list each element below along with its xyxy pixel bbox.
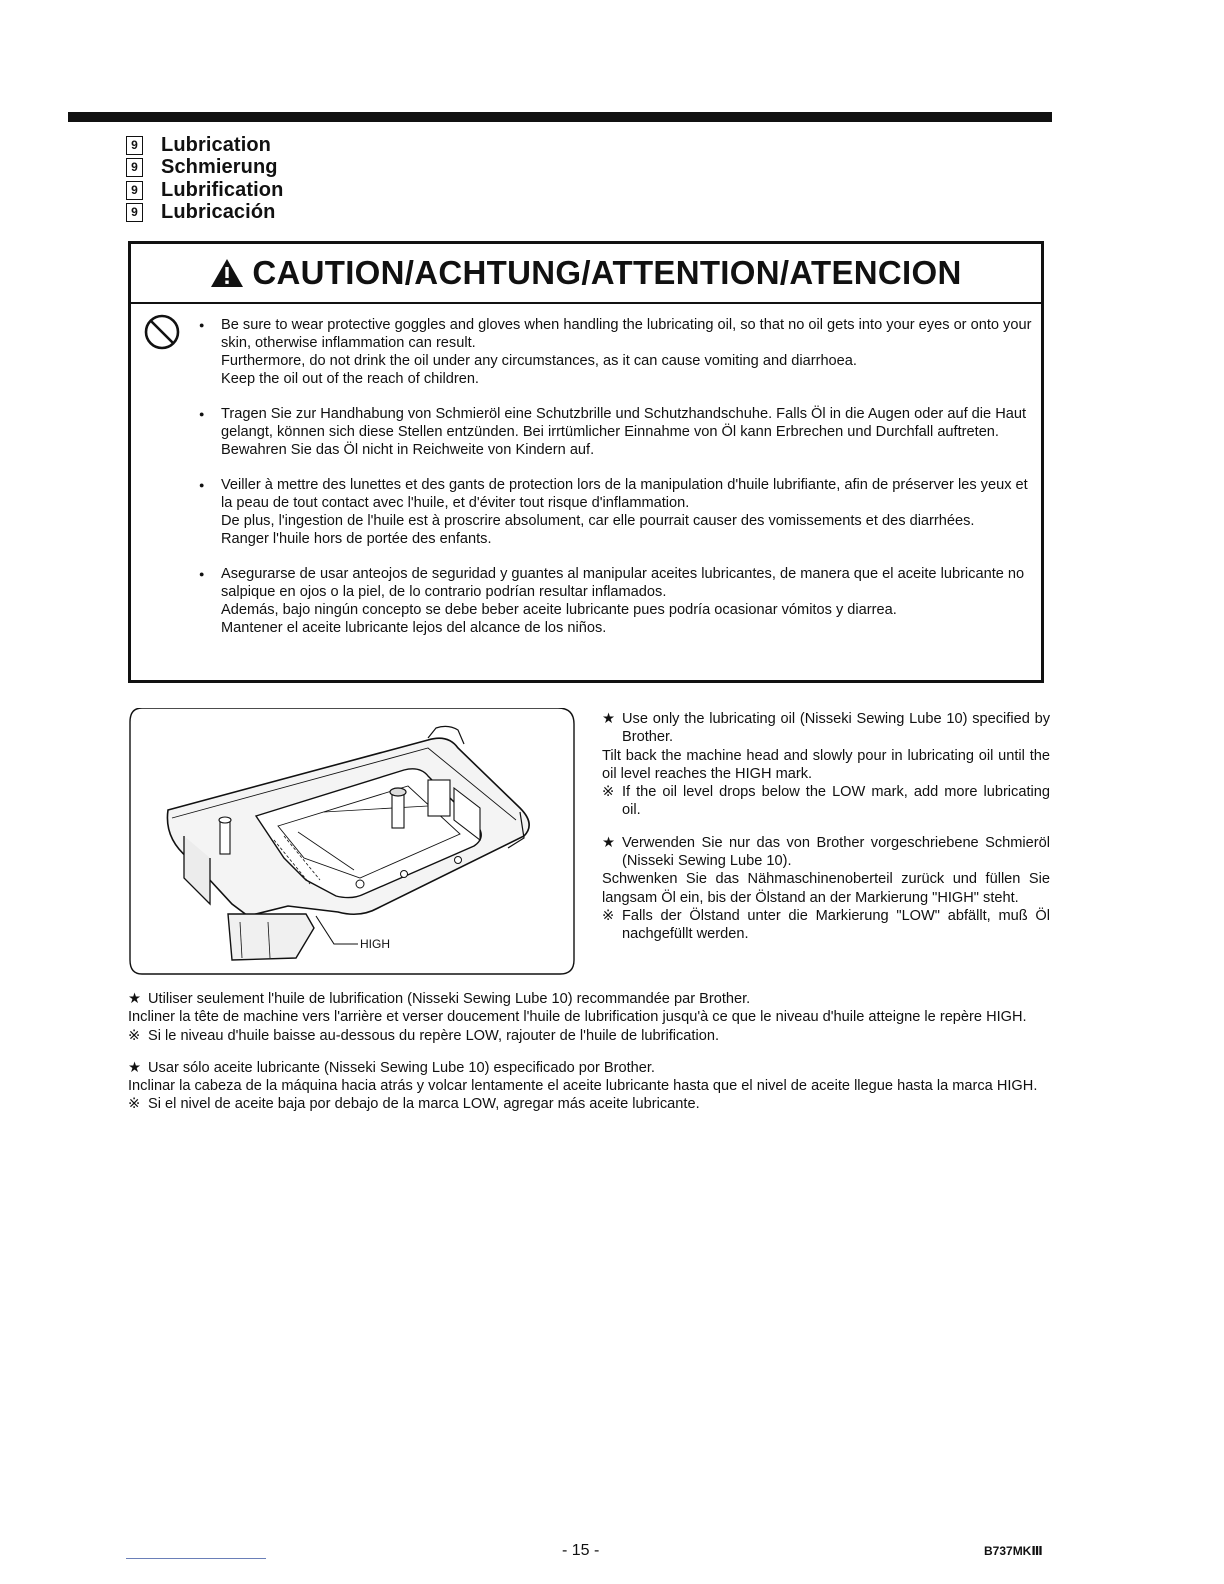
section-number-badge: 9 bbox=[126, 181, 143, 200]
star-icon: ★ bbox=[602, 834, 616, 851]
caution-text: ● Be sure to wear protective goggles and gloves when handling the lubricating oil, so that no oil gets into your eyes or onto your skin, otherwise inflammation can result. bbox=[221, 317, 1032, 351]
star-icon: ★ bbox=[128, 1059, 142, 1076]
oil-pan-figure bbox=[128, 708, 576, 976]
prohibition-icon bbox=[143, 313, 181, 351]
instruction-text: Verwenden Sie nur das von Brother vorgeschriebene Schmieröl (Nisseki Sewing Lube 10). bbox=[622, 834, 1050, 870]
caution-header bbox=[131, 244, 1041, 304]
caution-box bbox=[128, 241, 1044, 683]
oil-pan-illustration bbox=[128, 708, 576, 976]
instruction-body-en: Tilt back the machine head and slowly pour in lubricating oil until the oil level reaches the HIGH mark. bbox=[602, 747, 1050, 782]
heading-de bbox=[126, 157, 283, 180]
high-label: HIGH bbox=[360, 937, 390, 951]
instruction-note-fr bbox=[128, 1027, 1050, 1045]
instruction-block-de bbox=[602, 834, 1050, 944]
page-number: - 15 - bbox=[562, 1542, 600, 1559]
instructions-en-de bbox=[602, 710, 1050, 958]
instruction-text: Usar sólo aceite lubricante (Nisseki Sewing Lube 10) especificado por Brother. bbox=[148, 1059, 655, 1076]
caution-item-fr bbox=[199, 476, 1035, 548]
instruction-text: Si le niveau d'huile baisse au-dessous du repère LOW, rajouter de l'huile de lubrification. bbox=[148, 1027, 720, 1044]
star-icon: ★ bbox=[602, 711, 616, 727]
instruction-star-es bbox=[128, 1059, 1050, 1077]
caution-text: Ranger l'huile hors de portée des enfants. bbox=[221, 531, 492, 547]
warning-icon bbox=[210, 258, 244, 288]
instruction-text: Use only the lubricating oil (Nisseki Sewing Lube 10) specified by Brother. bbox=[622, 711, 1050, 746]
section-number-badge: 9 bbox=[126, 203, 143, 222]
footer-rule bbox=[126, 1558, 266, 1559]
instruction-block-en bbox=[602, 710, 1050, 820]
instruction-body-de: Schwenken Sie das Nähmaschinenoberteil zurück und füllen Sie langsam Öl ein, bis der Ölstand an der Markierung "HIGH" steht. bbox=[602, 871, 1050, 906]
instruction-text: Falls der Ölstand unter die Markierung "LOW" abfällt, muß Öl nachgefüllt werden. bbox=[622, 907, 1050, 943]
caution-text: ● Asegurarse de usar anteojos de seguridad y guantes al manipular aceites lubricantes, de manera que el aceite lubricante no salpique en ojos o la piel, de lo contrario podrían resultar inflamados. bbox=[221, 566, 1025, 600]
instruction-star-fr bbox=[128, 990, 1050, 1008]
heading-en bbox=[126, 134, 283, 157]
caution-list bbox=[199, 316, 1035, 654]
instruction-text: Si el nivel de aceite baja por debajo de la marca LOW, agregar más aceite lubricante. bbox=[148, 1096, 700, 1113]
section-number-badge: 9 bbox=[126, 158, 143, 177]
caution-text: Keep the oil out of the reach of children. bbox=[221, 371, 479, 387]
heading-es bbox=[126, 202, 283, 225]
instruction-note-en bbox=[602, 783, 1050, 820]
instructions-fr-es bbox=[128, 990, 1050, 1128]
model-code: B737MKⅢ bbox=[984, 1544, 1043, 1558]
instruction-star-en bbox=[602, 710, 1050, 747]
reference-mark-icon: ※ bbox=[128, 1027, 141, 1044]
caution-item-en bbox=[199, 316, 1035, 388]
star-icon: ★ bbox=[128, 991, 142, 1007]
instruction-body-es: Inclinar la cabeza de la máquina hacia atrás y volcar lentamente el aceite lubricante hasta que el nivel de aceite llegue hasta la marca HIGH. bbox=[128, 1078, 1038, 1095]
top-rule bbox=[68, 112, 1052, 122]
instruction-text: If the oil level drops below the LOW mark, add more lubricating oil. bbox=[622, 784, 1050, 819]
reference-mark-icon: ※ bbox=[602, 784, 615, 801]
instruction-star-de bbox=[602, 834, 1050, 871]
instruction-block-fr bbox=[128, 990, 1050, 1045]
instruction-text: Utiliser seulement l'huile de lubrification (Nisseki Sewing Lube 10) recommandée par Brother. bbox=[148, 991, 751, 1007]
caution-item-de bbox=[199, 405, 1035, 459]
section-title: Lubrification bbox=[161, 178, 284, 201]
instruction-body-fr: Incliner la tête de machine vers l'arrière et verser doucement l'huile de lubrification jusqu'à ce que le niveau d'huile atteigne le repère HIGH. bbox=[128, 1009, 1027, 1026]
section-title: Schmierung bbox=[161, 156, 278, 179]
caution-text: ● Veiller à mettre des lunettes et des gants de protection lors de la manipulation d'huile lubrifiante, afin de préserver les yeux et la peau de tout contact avec l'huile, et d'éviter tout risque d'inflammation. bbox=[221, 477, 1028, 511]
heading-fr bbox=[126, 179, 283, 202]
caution-text: Bewahren Sie das Öl nicht in Reichweite von Kindern auf. bbox=[221, 442, 595, 458]
section-headings bbox=[126, 134, 283, 224]
instruction-block-es bbox=[128, 1059, 1050, 1114]
caution-text: Además, bajo ningún concepto se debe beber aceite lubricante pues podría ocasionar vómitos y diarrea. bbox=[221, 602, 897, 618]
reference-mark-icon: ※ bbox=[128, 1096, 141, 1113]
caution-text: ● Tragen Sie zur Handhabung von Schmieröl eine Schutzbrille und Schutzhandschuhe. Falls Öl in die Augen oder auf die Haut gelangt, können sich diese Stellen entzünden. Bei irrtümlicher Einnahme von Öl kann Erbrechen und Durchfall auftreten. bbox=[221, 406, 1027, 440]
instruction-note-de bbox=[602, 907, 1050, 944]
section-title: Lubricación bbox=[161, 201, 276, 224]
section-number-badge: 9 bbox=[126, 136, 143, 155]
caution-text: Furthermore, do not drink the oil under any circumstances, as it can cause vomiting and diarrhoea. bbox=[221, 353, 857, 369]
section-title: Lubrication bbox=[161, 133, 271, 156]
caution-text: De plus, l'ingestion de l'huile est à proscrire absolument, car elle pourrait causer des vomissements et des diarrhées. bbox=[221, 513, 975, 529]
caution-item-es bbox=[199, 565, 1035, 637]
instruction-note-es bbox=[128, 1095, 1050, 1113]
caution-text: Mantener el aceite lubricante lejos del alcance de los niños. bbox=[221, 620, 607, 636]
caution-title: CAUTION/ACHTUNG/ATTENTION/ATENCION bbox=[252, 254, 962, 291]
reference-mark-icon: ※ bbox=[602, 907, 615, 924]
